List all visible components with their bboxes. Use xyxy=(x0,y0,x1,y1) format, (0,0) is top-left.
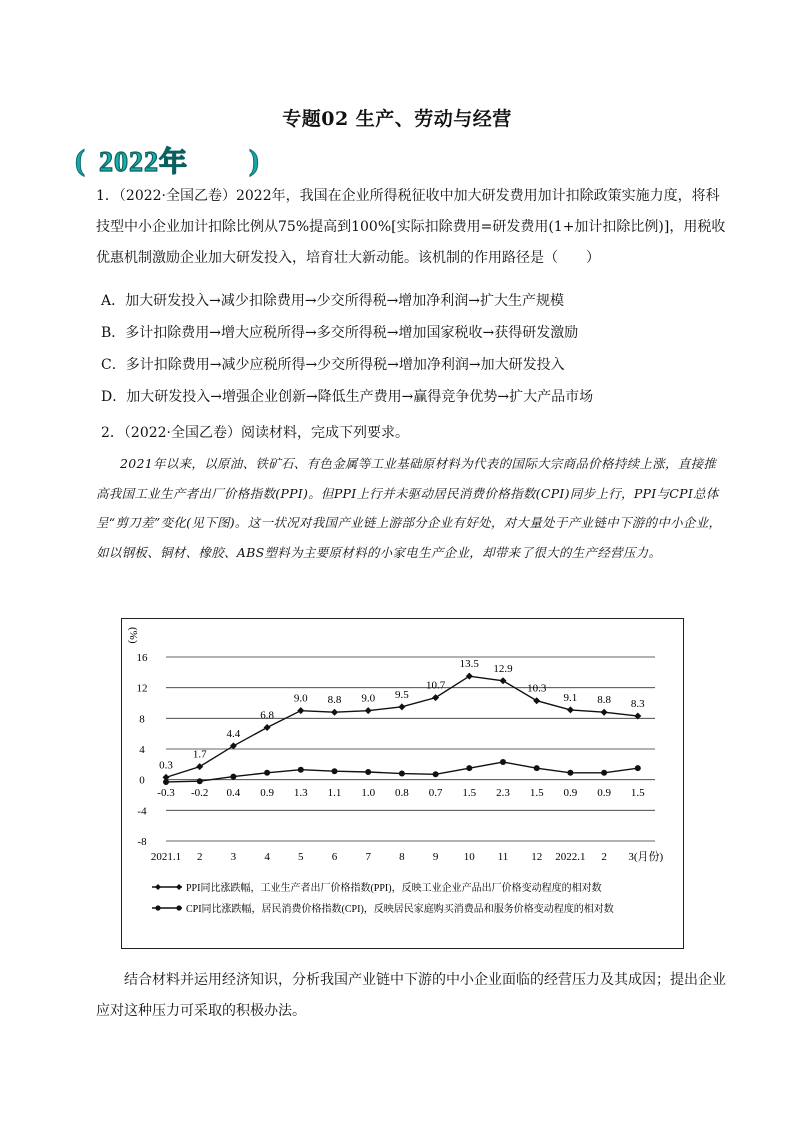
x-tick-label: 2021.1 xyxy=(150,851,182,863)
legend-marker-diamond xyxy=(155,884,161,890)
cpi-point xyxy=(365,769,371,775)
year-badge xyxy=(73,143,273,177)
x-tick-label: 9 xyxy=(432,851,439,863)
ppi-data-label: 10.7 xyxy=(425,679,446,692)
question-2-question: 结合材料并运用经济知识，分析我国产业链中下游的中小企业面临的经营压力及其成因；提出企业应对这种压力可采取的积极办法。 xyxy=(96,972,726,1019)
year-badge-text: 2022年 xyxy=(99,147,189,177)
ppi-data-label: 8.8 xyxy=(327,694,342,707)
legend-marker-circle xyxy=(155,905,160,910)
ppi-point xyxy=(533,697,540,704)
cpi-data-label: 1.0 xyxy=(361,787,376,800)
ppi-data-label: 9.0 xyxy=(361,692,376,705)
cpi-point xyxy=(601,770,607,776)
cpi-data-label: 1.5 xyxy=(529,787,544,800)
ppi-data-label: 6.8 xyxy=(260,709,274,722)
chart-frame xyxy=(121,618,684,949)
x-tick-label: 3 xyxy=(230,851,237,863)
x-tick-label: 5 xyxy=(298,851,304,863)
cpi-data-label: 0.9 xyxy=(597,787,611,800)
x-tick-label: 2 xyxy=(601,851,607,863)
ppi-point xyxy=(365,707,372,714)
ppi-data-label: 8.8 xyxy=(597,694,611,707)
x-tick-label: 11 xyxy=(497,851,509,863)
ppi-data-label: 9.1 xyxy=(563,691,578,704)
cpi-data-label: 1.3 xyxy=(293,787,308,800)
cpi-data-label: 1.5 xyxy=(462,787,477,800)
ppi-data-label: 13.5 xyxy=(459,658,479,671)
cpi-data-label: 0.7 xyxy=(428,787,443,800)
ppi-cpi-chart xyxy=(122,619,683,948)
legend-text-ppi: PPI同比涨跌幅，工业生产者出厂价格指数(PPI)，反映工业企业产品出厂价格变动程度的相对数 xyxy=(186,883,602,894)
cpi-data-label: 1.5 xyxy=(630,787,645,800)
ppi-point xyxy=(196,763,203,770)
ppi-point xyxy=(230,742,237,749)
cpi-point xyxy=(332,768,338,774)
cpi-point xyxy=(399,771,405,777)
cpi-point xyxy=(500,759,506,765)
ppi-point xyxy=(500,677,507,684)
question-1-option-b: B．多计扣除费用→增大应税所得→多交所得税→增加国家税收→获得研发激励 xyxy=(101,325,579,341)
ppi-data-label: 0.3 xyxy=(159,759,173,772)
x-tick-label: 6 xyxy=(331,851,338,863)
ppi-data-label: 4.4 xyxy=(226,727,241,740)
cpi-data-label: 0.9 xyxy=(260,787,274,800)
cpi-point xyxy=(298,767,304,773)
question-2-stem: 2．（2022·全国乙卷）阅读材料，完成下列要求。 xyxy=(101,425,409,441)
question-1-stem: 1．（2022·全国乙卷）2022年，我国在企业所得税征收中加大研发费用加计扣除政策实施力度，将科技型中小企业加计扣除比例从75%提高到100%[实际扣除费用=研发费用(1+加计扣除比例)]，用税收优惠机制激励企业加大研发投入，培育壮大新动能。该机制的作用路径是（ ） xyxy=(96,188,726,266)
cpi-data-label: 0.8 xyxy=(395,787,409,800)
ppi-point xyxy=(466,673,473,680)
ppi-data-label: 1.7 xyxy=(192,748,207,761)
x-tick-label: 10 xyxy=(463,851,475,863)
question-1-option-c: C．多计扣除费用→减少应税所得→少交所得税→增加净利润→加大研发投入 xyxy=(101,357,565,373)
ppi-data-label: 9.0 xyxy=(293,692,308,705)
question-1-option-a: A．加大研发投入→减少扣除费用→少交所得税→增加净利润→扩大生产规模 xyxy=(101,293,565,309)
x-tick-label: 8 xyxy=(399,851,405,863)
cpi-data-label: -0.2 xyxy=(190,787,209,800)
ppi-point xyxy=(567,706,574,713)
page-title: 专题02 生产、劳动与经营 xyxy=(282,108,512,130)
x-tick-label: 3(月份) xyxy=(628,851,664,863)
question-1-option-d: D．加大研发投入→增强企业创新→降低生产费用→赢得竞争优势→扩大产品市场 xyxy=(101,389,594,405)
cpi-point xyxy=(567,770,573,776)
ppi-point xyxy=(601,709,608,716)
year-badge-bracket-left: ( xyxy=(75,144,85,177)
ppi-point xyxy=(331,709,338,716)
legend-text-cpi: CPI同比涨跌幅，居民消费价格指数(CPI)，反映居民家庭购买消费品和服务价格变动程度的相对数 xyxy=(186,904,614,915)
legend-marker-circle xyxy=(176,905,181,910)
ppi-data-label: 9.5 xyxy=(395,688,409,701)
ppi-point xyxy=(432,694,439,701)
x-tick-label: 2022.1 xyxy=(555,851,586,863)
ppi-data-label: 10.3 xyxy=(527,682,547,695)
question-2-material: 2021年以来，以原油、铁矿石、有色金属等工业基础原材料为代表的国际大宗商品价格持续上涨，直接推高我国工业生产者出厂价格指数(PPI)。但PPI上行并未驱动居民消费价格指数(CPI)同步上行，PPI与CPI总体呈“剪刀差”变化(见下图)。这一状况对我国产业链上游部分企业有好处，对大量处于产业链中下游的中小企业，如以钢板、铜材、橡胶、ABS塑料为主要原材料的小家电生产企业，却带来了很大的生产经营压力。 xyxy=(96,456,722,560)
legend-marker-diamond xyxy=(176,884,182,890)
ppi-point xyxy=(264,724,271,731)
y-tick-label: 12 xyxy=(136,682,148,695)
y-tick-label: -4 xyxy=(137,805,147,818)
cpi-point xyxy=(466,765,472,771)
x-tick-label: 4 xyxy=(264,851,270,863)
cpi-point xyxy=(635,765,641,771)
ppi-data-label: 12.9 xyxy=(493,662,513,675)
y-tick-label: 16 xyxy=(136,652,148,664)
ppi-point xyxy=(297,707,304,714)
cpi-data-label: 1.1 xyxy=(327,787,342,800)
x-tick-label: 7 xyxy=(365,851,371,863)
ppi-point xyxy=(398,703,405,710)
x-tick-label: 2 xyxy=(196,851,203,863)
y-tick-label: 8 xyxy=(139,713,145,726)
ppi-data-label: 8.3 xyxy=(630,698,645,711)
cpi-point xyxy=(433,771,439,777)
x-tick-label: 12 xyxy=(531,851,543,863)
year-badge-bracket-right: ) xyxy=(249,144,259,177)
cpi-data-label: -0.3 xyxy=(157,787,175,800)
y-tick-label: 0 xyxy=(139,774,145,787)
y-axis-label: (%) xyxy=(127,627,139,644)
cpi-point xyxy=(163,779,169,785)
cpi-data-label: 0.4 xyxy=(226,787,241,800)
y-tick-label: -8 xyxy=(137,836,147,848)
cpi-point xyxy=(197,778,203,784)
y-tick-label: 4 xyxy=(139,744,145,756)
cpi-point xyxy=(534,765,540,771)
cpi-point xyxy=(264,770,270,776)
cpi-data-label: 2.3 xyxy=(496,787,510,800)
cpi-data-label: 0.9 xyxy=(563,787,578,800)
cpi-point xyxy=(230,774,236,780)
